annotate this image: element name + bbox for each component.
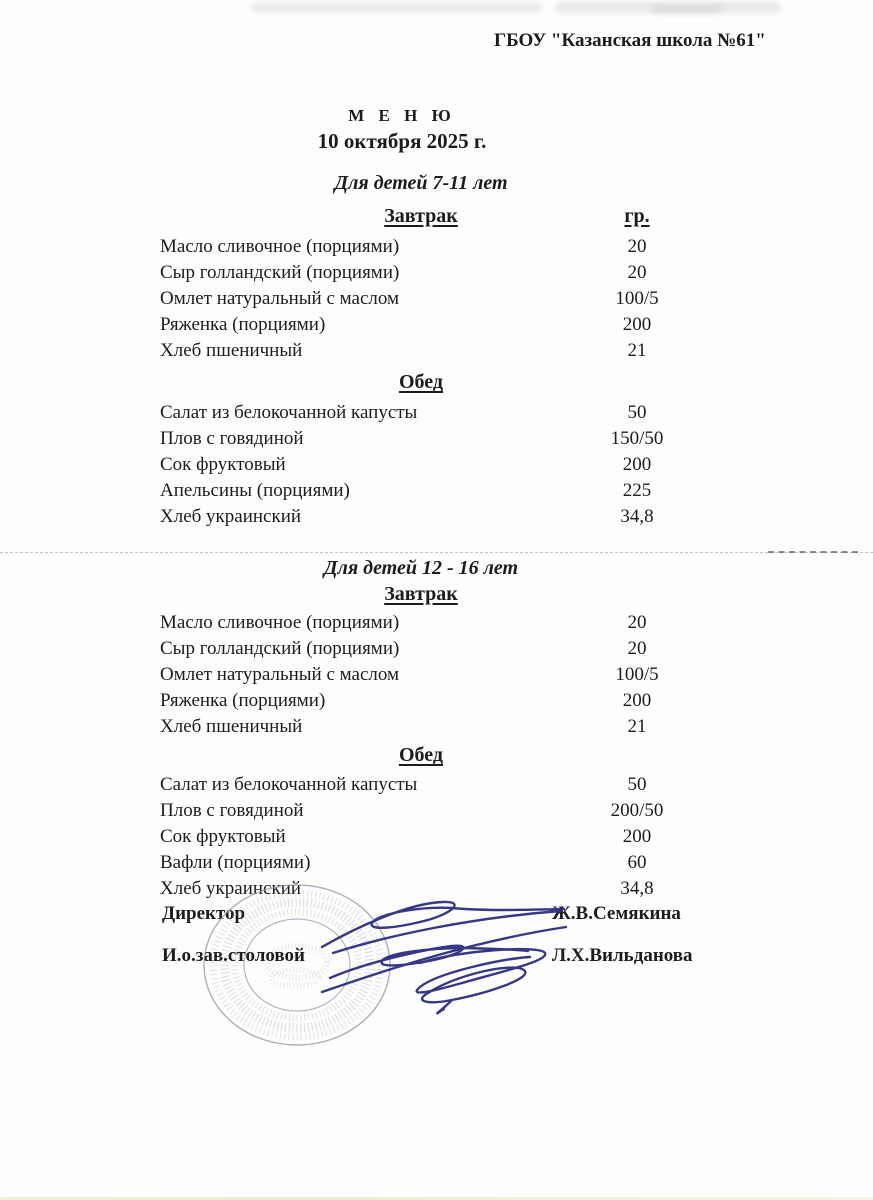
dish-name: Апельсины (порциями) <box>160 480 350 501</box>
dish-quantity: 20 <box>627 262 647 283</box>
dish-name: Плов с говядиной <box>160 800 304 821</box>
signature-role: Директор <box>162 903 246 924</box>
lunch-header-1 <box>160 371 682 397</box>
dish-name: Салат из белокочанной капусты <box>160 402 418 423</box>
dish-name: Масло сливочное (порциями) <box>160 236 400 257</box>
dish-quantity: 225 <box>622 480 652 501</box>
menu-date: 10 октября 2025 г. <box>317 129 487 153</box>
meal-label-breakfast: Завтрак <box>384 205 458 227</box>
dish-quantity: 20 <box>627 236 647 257</box>
dish-quantity: 200 <box>622 314 652 335</box>
table-row <box>160 452 682 478</box>
table-row <box>160 688 682 714</box>
dish-name: Омлет натуральный с маслом <box>160 664 400 685</box>
dish-quantity: 20 <box>627 638 647 659</box>
dish-quantity: 21 <box>627 716 647 737</box>
table-row <box>160 478 682 504</box>
signature-person-name: Л.Х.Вильданова <box>552 945 693 966</box>
dish-name: Хлеб украинский <box>160 878 302 899</box>
table-row <box>160 876 682 902</box>
grams-column-header: гр. <box>624 205 650 227</box>
section-title-12-16: Для детей 12 - 16 лет <box>323 557 519 579</box>
table-row <box>160 234 682 260</box>
signature-person-name: Ж.В.Семякина <box>552 903 681 924</box>
scan-artifact-top <box>252 3 542 12</box>
dish-quantity: 20 <box>627 612 647 633</box>
scan-artifact-top <box>652 5 722 13</box>
signature-role: И.о.зав.столовой <box>162 945 305 966</box>
signature-row-canteen-manager <box>160 945 693 969</box>
lunch-header-2 <box>160 744 682 770</box>
dish-quantity: 60 <box>627 852 647 873</box>
dish-name: Хлеб пшеничный <box>160 340 303 361</box>
dish-quantity: 100/5 <box>615 664 659 685</box>
table-row <box>160 772 682 798</box>
dish-name: Масло сливочное (порциями) <box>160 612 400 633</box>
dish-quantity: 50 <box>627 774 647 795</box>
scan-artifact-separator-line <box>0 552 873 553</box>
dish-name: Ряженка (порциями) <box>160 314 326 335</box>
dish-name: Сок фруктовый <box>160 826 286 847</box>
table-row <box>160 824 682 850</box>
table-row <box>160 610 682 636</box>
scan-artifact-separator-dark-segment <box>768 551 858 553</box>
table-row <box>160 426 682 452</box>
breakfast-table-1 <box>160 234 682 364</box>
dish-quantity: 21 <box>627 340 647 361</box>
breakfast-header-2 <box>160 583 682 609</box>
dish-quantity: 34,8 <box>620 506 654 527</box>
lunch-table-1 <box>160 400 682 530</box>
dish-name: Салат из белокочанной капусты <box>160 774 418 795</box>
dish-quantity: 200 <box>622 690 652 711</box>
dish-quantity: 100/5 <box>615 288 659 309</box>
dish-quantity: 200 <box>622 826 652 847</box>
dish-name: Сок фруктовый <box>160 454 286 475</box>
dish-name: Хлеб украинский <box>160 506 302 527</box>
table-row <box>160 286 682 312</box>
manager-signature <box>437 1000 452 1013</box>
menu-title: М Е Н Ю <box>348 106 456 125</box>
dish-quantity: 150/50 <box>610 428 664 449</box>
section-title-7-11: Для детей 7-11 лет <box>334 172 508 194</box>
signature-row-director <box>160 903 682 927</box>
dish-name: Хлеб пшеничный <box>160 716 303 737</box>
meal-label-breakfast: Завтрак <box>384 583 458 605</box>
table-row <box>160 662 682 688</box>
dish-name: Сыр голландский (порциями) <box>160 638 400 659</box>
table-row <box>160 312 682 338</box>
breakfast-table-2 <box>160 610 682 740</box>
dish-name: Сыр голландский (порциями) <box>160 262 400 283</box>
table-row <box>160 338 682 364</box>
table-row <box>160 504 682 530</box>
dish-quantity: 34,8 <box>620 878 654 899</box>
breakfast-header-1 <box>160 205 682 231</box>
table-row <box>160 400 682 426</box>
dish-quantity: 200 <box>622 454 652 475</box>
meal-label-lunch: Обед <box>398 371 444 393</box>
table-row <box>160 260 682 286</box>
dish-name: Ряженка (порциями) <box>160 690 326 711</box>
meal-label-lunch: Обед <box>398 744 444 766</box>
dish-name: Омлет натуральный с маслом <box>160 288 400 309</box>
lunch-table-2 <box>160 772 682 902</box>
table-row <box>160 798 682 824</box>
table-row <box>160 714 682 740</box>
dish-name: Вафли (порциями) <box>160 852 311 873</box>
dish-quantity: 50 <box>627 402 647 423</box>
table-row <box>160 850 682 876</box>
manager-signature <box>422 968 525 1003</box>
school-name-header: ГБОУ "Казанская школа №61" <box>494 30 766 51</box>
dish-name: Плов с говядиной <box>160 428 304 449</box>
dish-quantity: 200/50 <box>610 800 664 821</box>
table-row <box>160 636 682 662</box>
